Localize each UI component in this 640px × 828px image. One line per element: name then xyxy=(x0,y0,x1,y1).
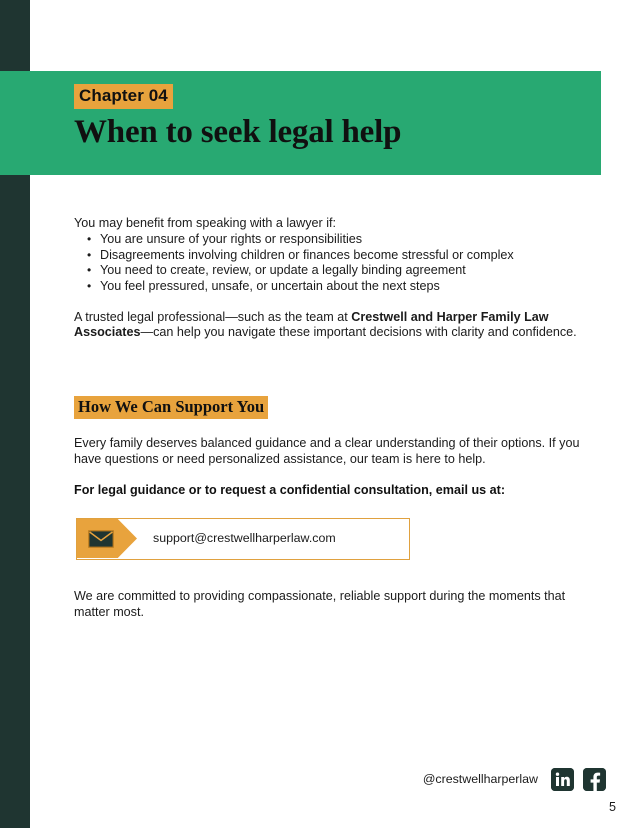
trusted-professional-paragraph xyxy=(74,310,578,341)
chapter-header-text-group xyxy=(74,84,554,151)
firm-name: Crestwell and Harper Family Law Associates xyxy=(74,310,549,340)
trusted-text-after: —can help you navigate these important decisions with clarity and confidence. xyxy=(140,325,577,340)
email-arrow-shape xyxy=(77,519,137,558)
page-number: 5 xyxy=(608,800,616,814)
trusted-text-before: A trusted legal professional—such as the team at xyxy=(74,310,352,325)
email-callout-box[interactable] xyxy=(76,518,410,560)
list-item: • You need to create, review, or update a legally binding agreement xyxy=(100,263,592,278)
social-handle: @crestwellharperlaw xyxy=(422,772,538,786)
envelope-icon xyxy=(88,530,114,548)
chapter-kicker: Chapter 04 xyxy=(74,84,173,109)
list-item: • Disagreements involving children or finances become stressful or complex xyxy=(100,248,592,263)
footer-social-group xyxy=(400,766,606,792)
support-cta-line: For legal guidance or to request a confidential consultation, email us at: xyxy=(74,483,506,497)
list-item: • You feel pressured, unsafe, or uncertain about the next steps xyxy=(100,279,592,294)
benefit-bullet-list xyxy=(74,232,592,294)
email-address[interactable]: support@crestwellharperlaw.com xyxy=(153,531,336,545)
intro-section xyxy=(74,216,592,341)
linkedin-icon[interactable] xyxy=(551,768,574,791)
page-title: When to seek legal help xyxy=(74,114,402,150)
support-paragraph: Every family deserves balanced guidance and a clear understanding of their options. If you have questions or need personalized assistance, our team is here to help. xyxy=(74,436,580,466)
list-item: • You are unsure of your rights or responsibilities xyxy=(100,232,592,247)
intro-lead-line: You may benefit from speaking with a lawyer if: xyxy=(74,216,337,230)
support-section-heading: How We Can Support You xyxy=(74,396,268,419)
facebook-icon[interactable] xyxy=(583,768,606,791)
support-heading-wrapper xyxy=(74,396,268,419)
closing-paragraph: We are committed to providing compassionate, reliable support during the moments that matter most. xyxy=(74,589,566,619)
